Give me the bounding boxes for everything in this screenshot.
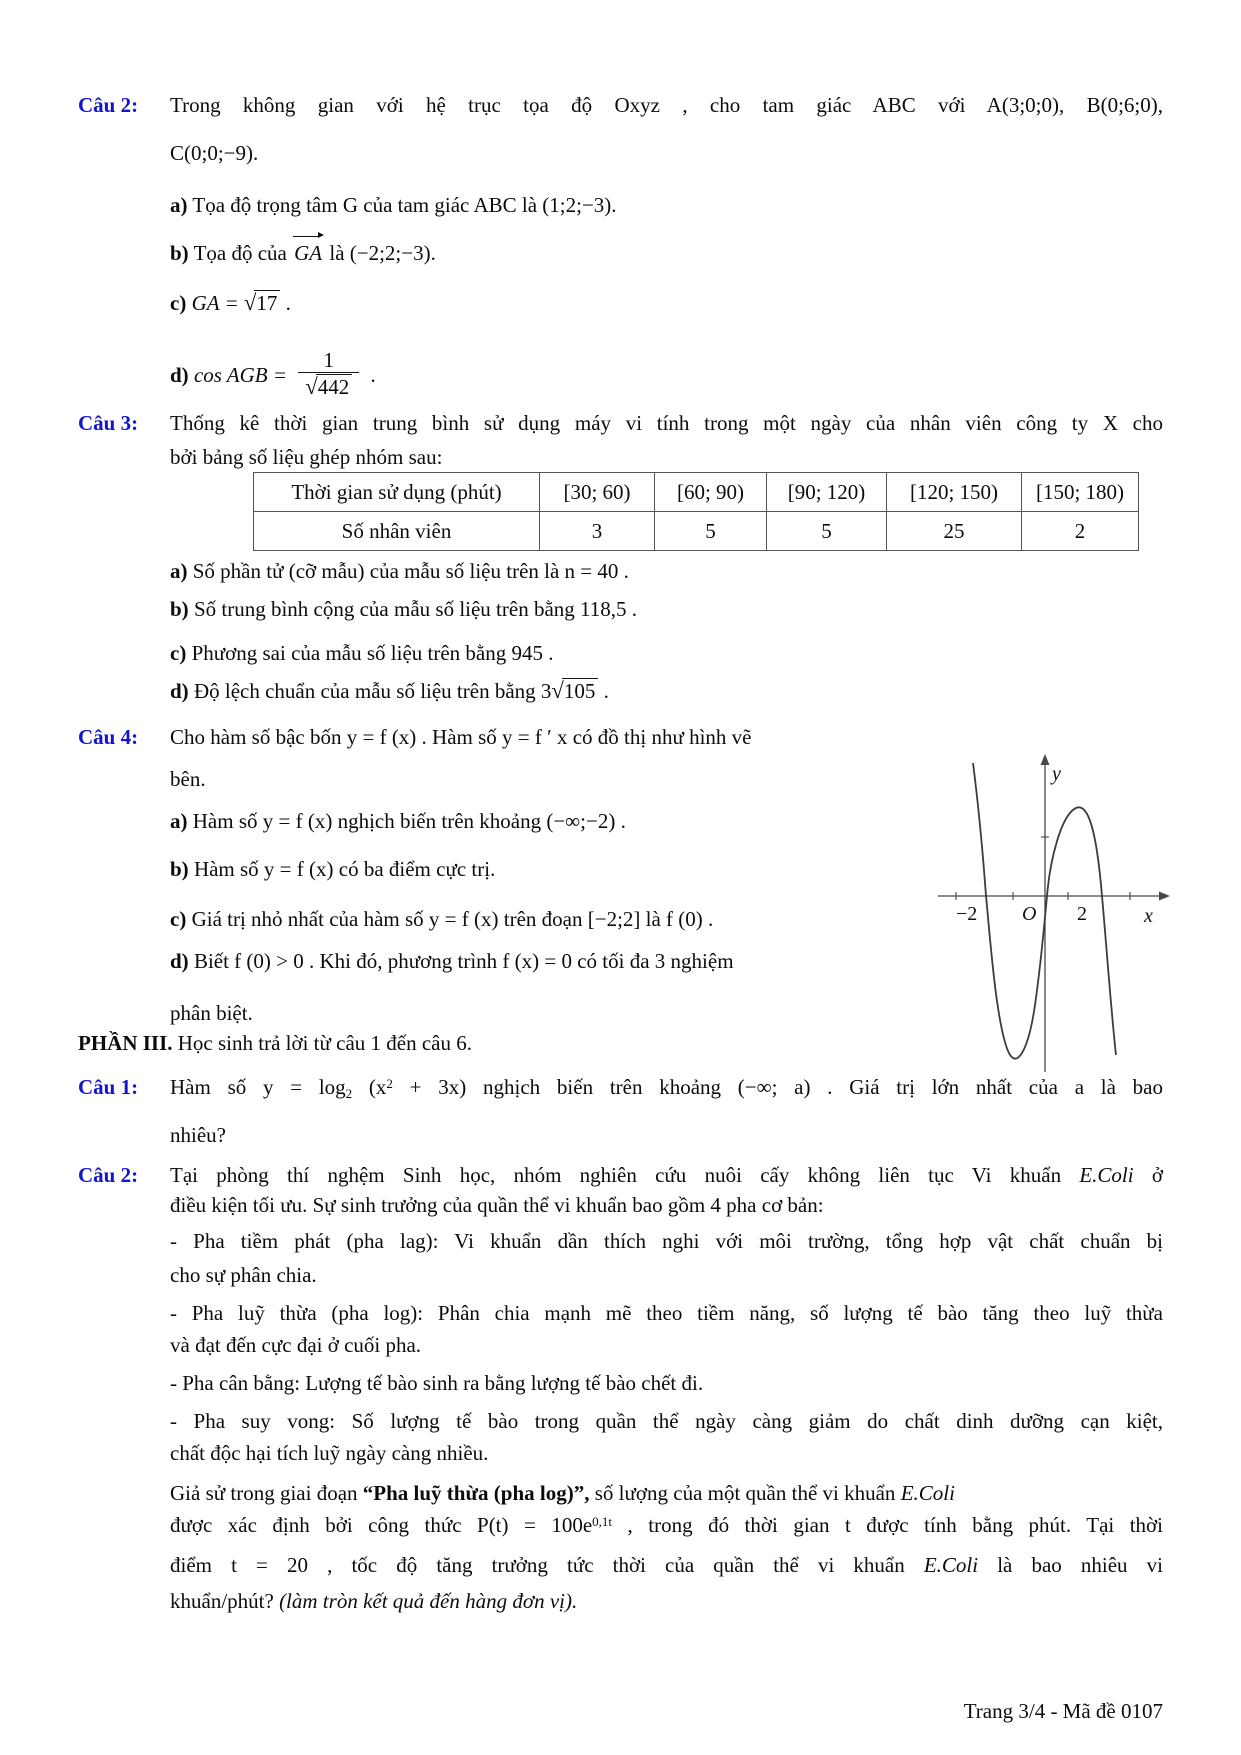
item-text: . bbox=[280, 291, 291, 315]
q2-item-a bbox=[170, 192, 1163, 218]
item-text: Tọa độ trọng tâm G của tam giác ABC là (1;2;−3). bbox=[192, 193, 617, 217]
radical bbox=[305, 375, 352, 399]
part3-heading bbox=[78, 1030, 472, 1056]
item-text: Hàm số y = f (x) có ba điểm cực trị. bbox=[193, 857, 496, 881]
q3-item-b bbox=[170, 596, 1163, 622]
table-header-cell: [90; 120) bbox=[767, 473, 887, 512]
item-prefix: c) bbox=[170, 641, 187, 665]
fraction bbox=[298, 349, 359, 399]
table-cell: Số nhân viên bbox=[254, 512, 540, 551]
item-prefix: c) bbox=[170, 291, 187, 315]
q3-item-c bbox=[170, 640, 1163, 666]
radical-sign: √ bbox=[305, 374, 318, 399]
vector-GA: GA bbox=[294, 241, 323, 265]
table-cell: 2 bbox=[1022, 512, 1139, 551]
x-tick-label-2: 2 bbox=[1077, 903, 1087, 925]
frequency-table bbox=[253, 472, 1139, 551]
table-row bbox=[254, 512, 1139, 551]
exponent: 2 bbox=[386, 1076, 393, 1091]
x-axis-arrow bbox=[1159, 892, 1170, 901]
phase-log-line1: - Pha luỹ thừa (pha log): Phân chia mạnh mẽ theo tiềm năng, số lượng tế bào tăng theo luỹ thừa bbox=[170, 1301, 1163, 1325]
x-tick-label-neg2: −2 bbox=[956, 903, 978, 925]
phase-balance-line: - Pha cân bằng: Lượng tế bào sinh ra bằng lượng tế bào chết đi. bbox=[170, 1371, 704, 1395]
phase-decline-line2: chất độc hại tích luỹ ngày càng nhiều. bbox=[170, 1441, 489, 1465]
rounding-note: (làm tròn kết quả đến hàng đơn vị). bbox=[279, 1589, 578, 1613]
table-header-cell: Thời gian sử dụng (phút) bbox=[254, 473, 540, 512]
item-prefix: d) bbox=[170, 949, 189, 973]
q2-item-c bbox=[170, 290, 1163, 316]
question-label-p3q1: Câu 1: bbox=[78, 1075, 139, 1099]
item-text: Hàm số y = f (x) nghịch biến trên khoảng (−∞;−2) . bbox=[192, 809, 626, 833]
question-label-q2: Câu 2: bbox=[78, 93, 139, 117]
item-prefix: a) bbox=[170, 559, 188, 583]
radical-sign: √ bbox=[551, 678, 564, 703]
p3q1-line1 bbox=[170, 1074, 1163, 1100]
question-text: + 3x) nghịch biến trên khoảng (−∞; a) . Giá trị lớn nhất của a là bao bbox=[392, 1075, 1163, 1099]
question-text: ở bbox=[1133, 1163, 1163, 1187]
question-text: , trong đó thời gian t được tính bằng phút. Tại thời bbox=[612, 1513, 1163, 1537]
radicand: 105 bbox=[562, 678, 599, 703]
radical bbox=[551, 679, 598, 703]
item-text: . bbox=[598, 679, 609, 703]
question-text: số lượng của một quần thể vi khuẩn bbox=[589, 1481, 901, 1505]
question-text: Tại phòng thí nghệm Sinh học, nhóm nghiên cứu nuôi cấy không liên tục Vi khuẩn bbox=[170, 1163, 1080, 1187]
q3-item-a bbox=[170, 558, 1163, 584]
radicand: 442 bbox=[316, 374, 353, 399]
q4-intro2: bên. bbox=[170, 767, 206, 791]
question-label-p3q2: Câu 2: bbox=[78, 1163, 139, 1187]
radical bbox=[244, 291, 280, 315]
item-text: cos AGB = bbox=[193, 362, 293, 387]
item-prefix: b) bbox=[170, 857, 189, 881]
radical-sign: √ bbox=[243, 290, 257, 315]
assumption-line4 bbox=[170, 1588, 1163, 1614]
origin-label: O bbox=[1022, 903, 1037, 925]
q3-intro1: Thống kê thời gian trung bình sử dụng máy vi tính trong một ngày của nhân viên công ty X cho bbox=[170, 411, 1163, 435]
item-prefix: d) bbox=[170, 679, 189, 703]
item-text: Tọa độ của bbox=[193, 241, 293, 265]
q4-item-b bbox=[170, 856, 870, 882]
question-text: được xác định bởi công thức P(t) = 100e bbox=[170, 1513, 593, 1537]
phase-decline-line1: - Pha suy vong: Số lượng tế bào trong quần thể ngày càng giảm do chất dinh dưỡng cạn kiệt, bbox=[170, 1409, 1163, 1433]
radicand: 17 bbox=[254, 290, 280, 315]
table-cell: 25 bbox=[887, 512, 1022, 551]
item-text: Giá trị nhỏ nhất của hàm số y = f (x) trên đoạn [−2;2] là f (0) . bbox=[191, 907, 714, 931]
table-cell: 5 bbox=[655, 512, 767, 551]
question-text: điểm t = 20 , tốc độ tăng trưởng tức thời của quần thể vi khuẩn bbox=[170, 1553, 924, 1577]
question-text: Giả sử trong giai đoạn bbox=[170, 1481, 363, 1505]
table-header-cell: [150; 180) bbox=[1022, 473, 1139, 512]
item-prefix: b) bbox=[170, 597, 189, 621]
q4-item-c bbox=[170, 906, 870, 932]
log-base: 2 bbox=[345, 1086, 353, 1101]
fraction-denominator bbox=[298, 372, 359, 399]
item-prefix: b) bbox=[170, 241, 189, 265]
table-cell: 5 bbox=[767, 512, 887, 551]
q2-item-d bbox=[170, 348, 1163, 402]
item-text: Số trung bình cộng của mẫu số liệu trên bằng 118,5 . bbox=[193, 597, 637, 621]
phase-lag-line2: cho sự phân chia. bbox=[170, 1263, 317, 1287]
species-name: E.Coli bbox=[923, 1553, 979, 1577]
item-prefix: c) bbox=[170, 907, 187, 931]
y-axis-label: y bbox=[1052, 763, 1061, 785]
page-footer: Trang 3/4 - Mã đề 0107 bbox=[963, 1699, 1163, 1723]
table-header-cell: [120; 150) bbox=[887, 473, 1022, 512]
q2-line2: C(0;0;−9). bbox=[170, 141, 259, 165]
x-axis-label: x bbox=[1144, 905, 1153, 927]
y-axis-arrow bbox=[1041, 754, 1050, 765]
item-text: . bbox=[365, 362, 376, 387]
item-prefix: a) bbox=[170, 809, 188, 833]
item-text: Độ lệch chuẩn của mẫu số liệu trên bằng 3 bbox=[193, 679, 552, 703]
part3-title: PHẦN III. bbox=[78, 1031, 173, 1055]
table-cell: 3 bbox=[540, 512, 655, 551]
q3-intro2: bởi bảng số liệu ghép nhóm sau: bbox=[170, 445, 443, 469]
p3q2-line1 bbox=[170, 1162, 1163, 1188]
p3q2-line2: điều kiện tối ưu. Sự sinh trưởng của quần thể vi khuẩn bao gồm 4 pha cơ bản: bbox=[170, 1193, 824, 1217]
part3-subtitle: Học sinh trả lời từ câu 1 đến câu 6. bbox=[177, 1031, 473, 1055]
fraction-numerator: 1 bbox=[323, 348, 335, 372]
assumption-line1 bbox=[170, 1480, 1163, 1506]
species-name: E.Coli bbox=[900, 1481, 955, 1505]
item-text: Biết f (0) > 0 . Khi đó, phương trình f (x) = 0 có tối đa 3 nghiệm bbox=[193, 949, 734, 973]
question-text: Hàm số y = log bbox=[170, 1075, 346, 1099]
question-label-q3: Câu 3: bbox=[78, 411, 139, 435]
p3q1-line2: nhiêu? bbox=[170, 1123, 226, 1147]
exponent: 0,1t bbox=[592, 1514, 613, 1529]
question-text: (x bbox=[352, 1075, 387, 1099]
phase-log-line2: và đạt đến cực đại ở cuối pha. bbox=[170, 1333, 422, 1357]
q4-intro1: Cho hàm số bậc bốn y = f (x) . Hàm số y = f ′ x có đồ thị như hình vẽ bbox=[170, 725, 752, 749]
item-text: Phương sai của mẫu số liệu trên bằng 945 . bbox=[191, 641, 554, 665]
phase-lag-line1: - Pha tiềm phát (pha lag): Vi khuẩn dần thích nghi với môi trường, tổng hợp vật chất chuẩn bị bbox=[170, 1229, 1163, 1253]
species-name: E.Coli bbox=[1079, 1163, 1134, 1187]
table-header-row bbox=[254, 473, 1139, 512]
item-prefix: a) bbox=[170, 193, 188, 217]
phase-log-emphasis: “Pha luỹ thừa (pha log)”, bbox=[362, 1481, 590, 1505]
q4-item-d bbox=[170, 948, 870, 974]
question-text: là bao nhiêu vi bbox=[978, 1553, 1163, 1577]
q4-item-a bbox=[170, 808, 870, 834]
question-label-q4: Câu 4: bbox=[78, 725, 139, 749]
item-text: là (−2;2;−3). bbox=[324, 241, 436, 265]
assumption-line3 bbox=[170, 1552, 1163, 1578]
q2-line1: Trong không gian với hệ trục tọa độ Oxyz , cho tam giác ABC với A(3;0;0), B(0;6;0), bbox=[170, 93, 1163, 117]
q3-item-d bbox=[170, 678, 1163, 704]
item-prefix: d) bbox=[170, 362, 189, 387]
item-text: Số phần tử (cỡ mẫu) của mẫu số liệu trên là n = 40 . bbox=[192, 559, 629, 583]
table-header-cell: [60; 90) bbox=[655, 473, 767, 512]
derivative-graph-figure bbox=[930, 750, 1180, 1080]
q4-item-d-cont: phân biệt. bbox=[170, 1001, 253, 1025]
question-text: khuẩn/phút? bbox=[170, 1589, 280, 1613]
assumption-line2 bbox=[170, 1512, 1163, 1538]
table-header-cell: [30; 60) bbox=[540, 473, 655, 512]
item-text: GA = bbox=[191, 291, 244, 315]
q2-item-b bbox=[170, 240, 1163, 266]
